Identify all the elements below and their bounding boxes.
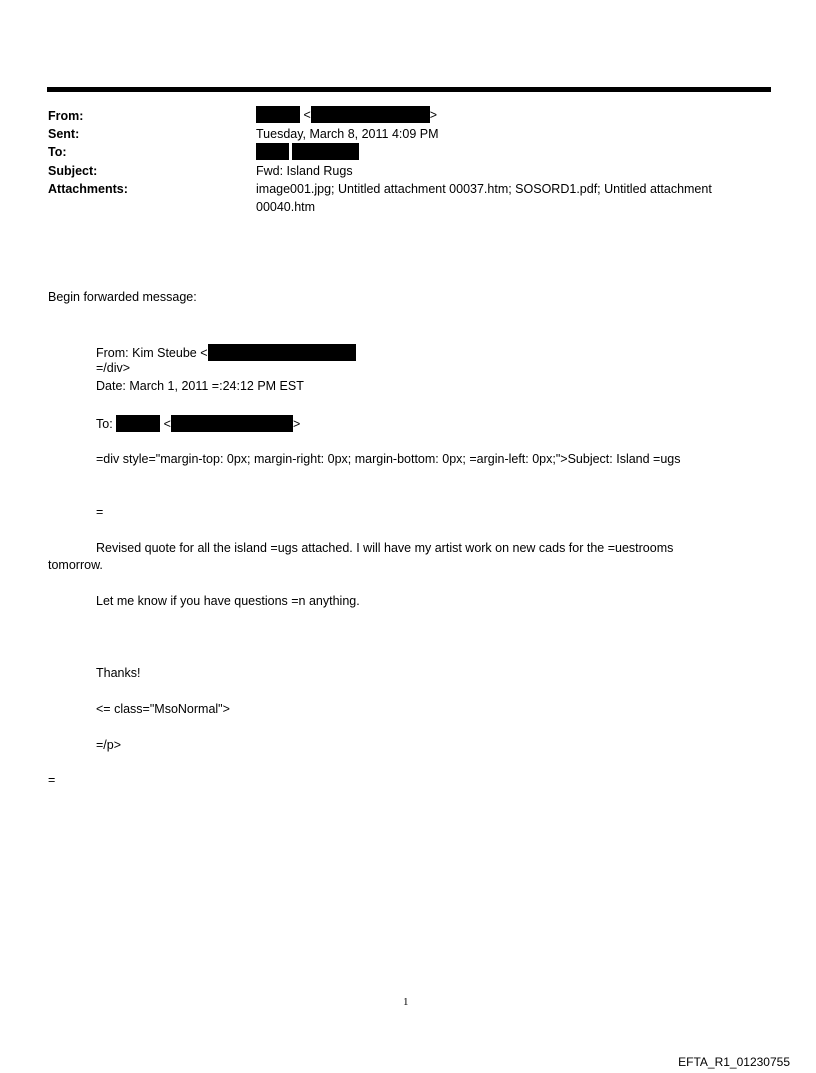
document-id: EFTA_R1_01230755	[678, 1055, 790, 1069]
from-label: From:	[48, 109, 84, 123]
redaction-block	[116, 415, 160, 432]
equals-line-final: =	[48, 773, 56, 787]
subject-value: Fwd: Island Rugs	[256, 164, 353, 178]
redaction-block	[256, 143, 289, 160]
redaction-block	[208, 344, 356, 361]
mso-markup-line: <= class="MsoNormal">	[96, 702, 230, 716]
questions-line: Let me know if you have questions =n anything.	[96, 594, 360, 608]
redaction-block	[292, 143, 359, 160]
forwarded-to-lt: <	[163, 417, 171, 431]
thanks-line: Thanks!	[96, 666, 141, 680]
forwarded-from-text: From: Kim Steube <	[96, 346, 208, 360]
attachments-value: image001.jpg; Untitled attachment 00037.htm; SOSORD1.pdf; Untitled attachment 00040.htm	[256, 182, 712, 214]
redaction-block	[311, 106, 430, 123]
header-rule	[47, 87, 771, 92]
to-value	[256, 143, 756, 161]
sent-label: Sent:	[48, 127, 80, 141]
attachments-label: Attachments:	[48, 182, 128, 196]
from-gt: >	[429, 108, 438, 122]
redaction-block	[171, 415, 293, 432]
forwarded-from	[96, 344, 356, 361]
page-number: 1	[403, 996, 409, 1008]
to-label: To:	[48, 145, 67, 159]
redaction-block	[256, 106, 300, 123]
subject-markup-line: =div style="margin-top: 0px; margin-right: 0px; margin-bottom: 0px; =argin-left: 0px;">Subject: Island =ugs	[96, 452, 681, 466]
revised-quote-line: Revised quote for all the island =ugs attached. I will have my artist work on new cads for the =uestrooms	[96, 541, 674, 555]
from-lt: <	[303, 108, 311, 122]
sent-value: Tuesday, March 8, 2011 4:09 PM	[256, 127, 439, 141]
equals-line: =	[96, 505, 104, 519]
forwarded-to	[96, 415, 300, 432]
p-close-line: =/p>	[96, 738, 122, 752]
forwarded-to-label: To:	[96, 417, 113, 431]
begin-forwarded: Begin forwarded message:	[48, 290, 197, 304]
forwarded-date: Date: March 1, 2011 =:24:12 PM EST	[96, 379, 304, 393]
forwarded-to-gt: >	[292, 417, 301, 431]
revised-quote-continuation: tomorrow.	[48, 558, 103, 572]
div-close: =/div>	[96, 361, 131, 375]
subject-label: Subject:	[48, 164, 98, 178]
from-value	[256, 106, 756, 124]
